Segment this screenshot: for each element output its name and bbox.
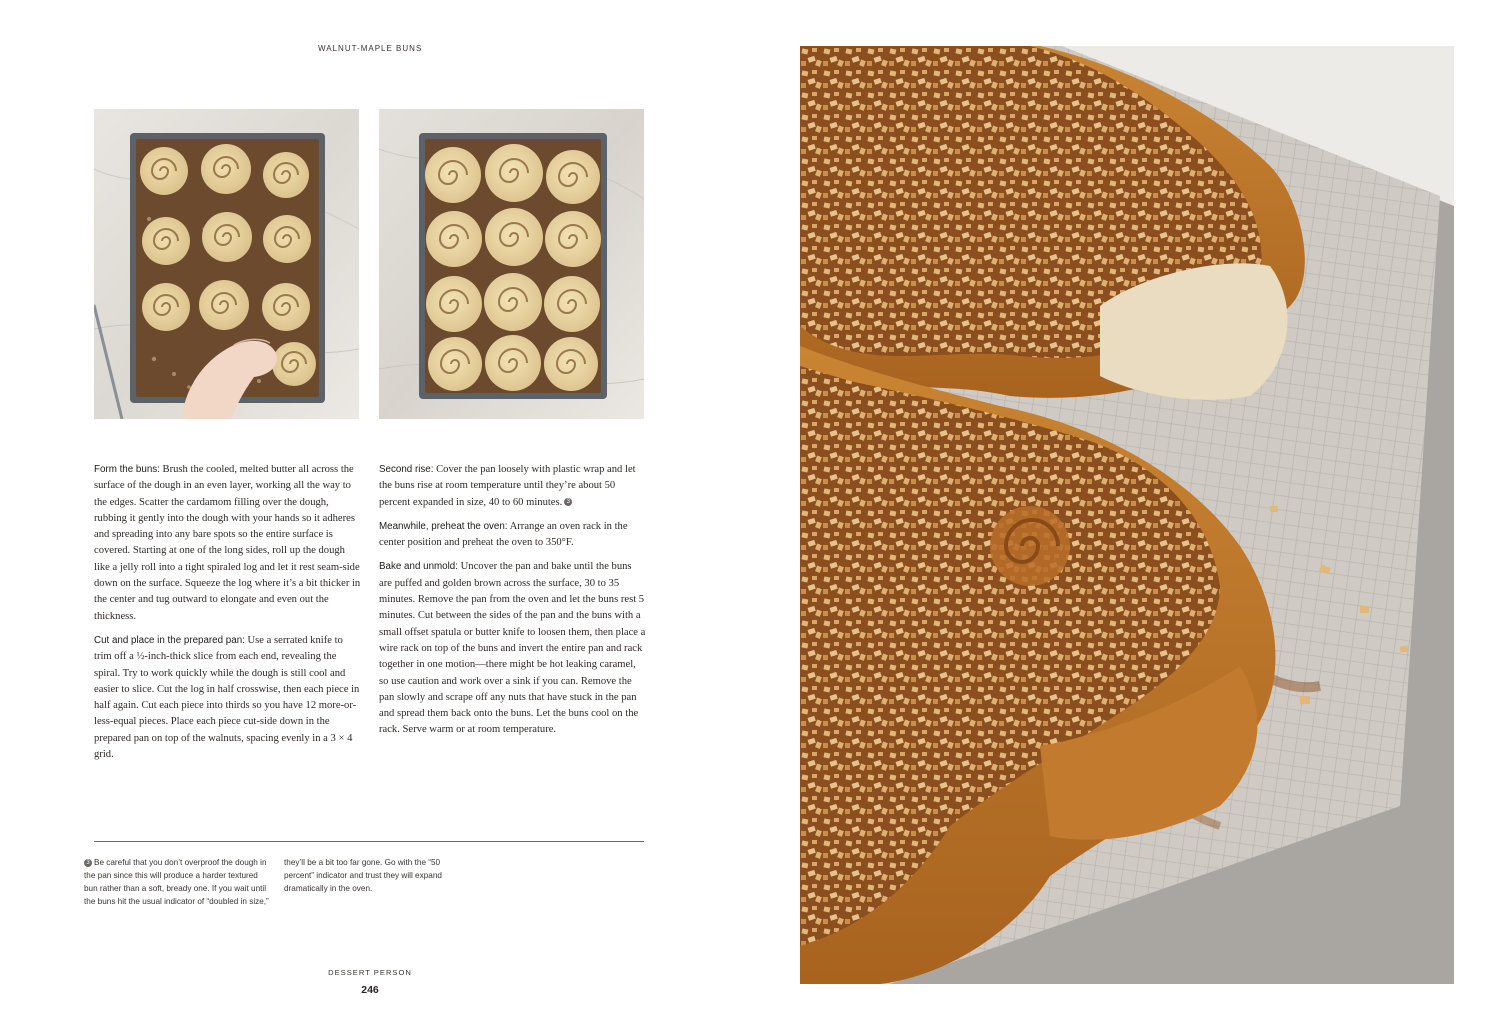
step-lead: Cut and place in the prepared pan:: [94, 634, 245, 646]
method-column-left: [94, 462, 362, 771]
step-form-buns: [94, 462, 362, 625]
step-text: Use a serrated knife to trim off a ½-inch-thick slice from each end, revealing the spiral. Try to work quickly while the dough is still cool and easier to slice. Cut the log in half crosswise, then each piece in half again. Cut each piece into thirds so you have 12 more-or-less-equal pieces. Place each piece cut-side down in the prepared pan on top of the walnuts, spacing evenly in a 3 × 4 grid.: [94, 634, 360, 761]
footnote-divider: [94, 841, 644, 842]
step-bake-and-unmold: [379, 559, 647, 738]
step-second-rise: [379, 462, 647, 511]
buns-placed-in-pan-photo: [94, 109, 359, 419]
step-preheat-oven: [379, 519, 647, 552]
step-lead: Meanwhile, preheat the oven:: [379, 520, 508, 532]
footnote-text: Be careful that you don’t overproof the dough in the pan since this will produce a harder textured bun rather than a soft, bready one. If you wait until the buns hit the usual indicator of “doubled in size,”: [84, 858, 269, 906]
method-column-right: [379, 462, 647, 747]
footnote-marker: 3: [564, 498, 572, 506]
book-title-footer: DESSERT PERSON: [328, 968, 412, 977]
page-number: 246: [361, 984, 379, 996]
running-head: WALNUT-MAPLE BUNS: [318, 44, 423, 53]
step-text: Brush the cooled, melted butter all across the surface of the dough in an even layer, working all the way to the edges. Scatter the cardamom filling over the dough, rubbing it gently into the dough with your hands so it adheres and spreading into any bare spots so the entire surface is covered. Starting at one of the long sides, roll up the dough like a jelly roll into a tight spiraled log and let it rest seam-side down on the surface. Squeeze the log where it’s a bit thicker in the center and tug outward to elongate and even out the thickness.: [94, 464, 361, 622]
baked-buns-on-rack-photo: [800, 46, 1454, 984]
footnote-part-2: they’ll be a bit too far gone. Go with the “50 percent” indicator and trust they will expand dramatically in the oven.: [284, 858, 442, 893]
step-lead: Form the buns:: [94, 464, 160, 475]
footnote-part-1: [84, 857, 269, 909]
step-lead: Second rise:: [379, 464, 434, 475]
step-cut-and-place: [94, 633, 362, 763]
risen-buns-in-pan-photo: [379, 109, 644, 419]
step-text: Uncover the pan and bake until the buns are puffed and golden brown across the surface, 30 to 35 minutes. Remove the pan from the oven and let the buns rest 5 minutes. Cut between the sides of the pan and the buns with a small offset spatula or butter knife to loosen them, then place a wire rack on top of the buns and invert the entire pan and rack together in one motion—there might be hot leaking caramel, so use caution and work over a sink if you can. Remove the pan slowly and scrape off any nuts that have stuck in the pan and spread them back onto the buns. Let the buns cool on the rack. Serve warm or at room temperature.: [379, 561, 646, 736]
step-text: Cover the pan loosely with plastic wrap and let the buns rise at room temperature until they’re about 50 percent expanded in size, 40 to 60 minutes.: [379, 464, 636, 508]
step-text: Arrange an oven rack in the center position and preheat the oven to 350°F.: [379, 520, 628, 549]
footnote-number: 3: [84, 859, 92, 867]
step-lead: Bake and unmold:: [379, 561, 458, 573]
